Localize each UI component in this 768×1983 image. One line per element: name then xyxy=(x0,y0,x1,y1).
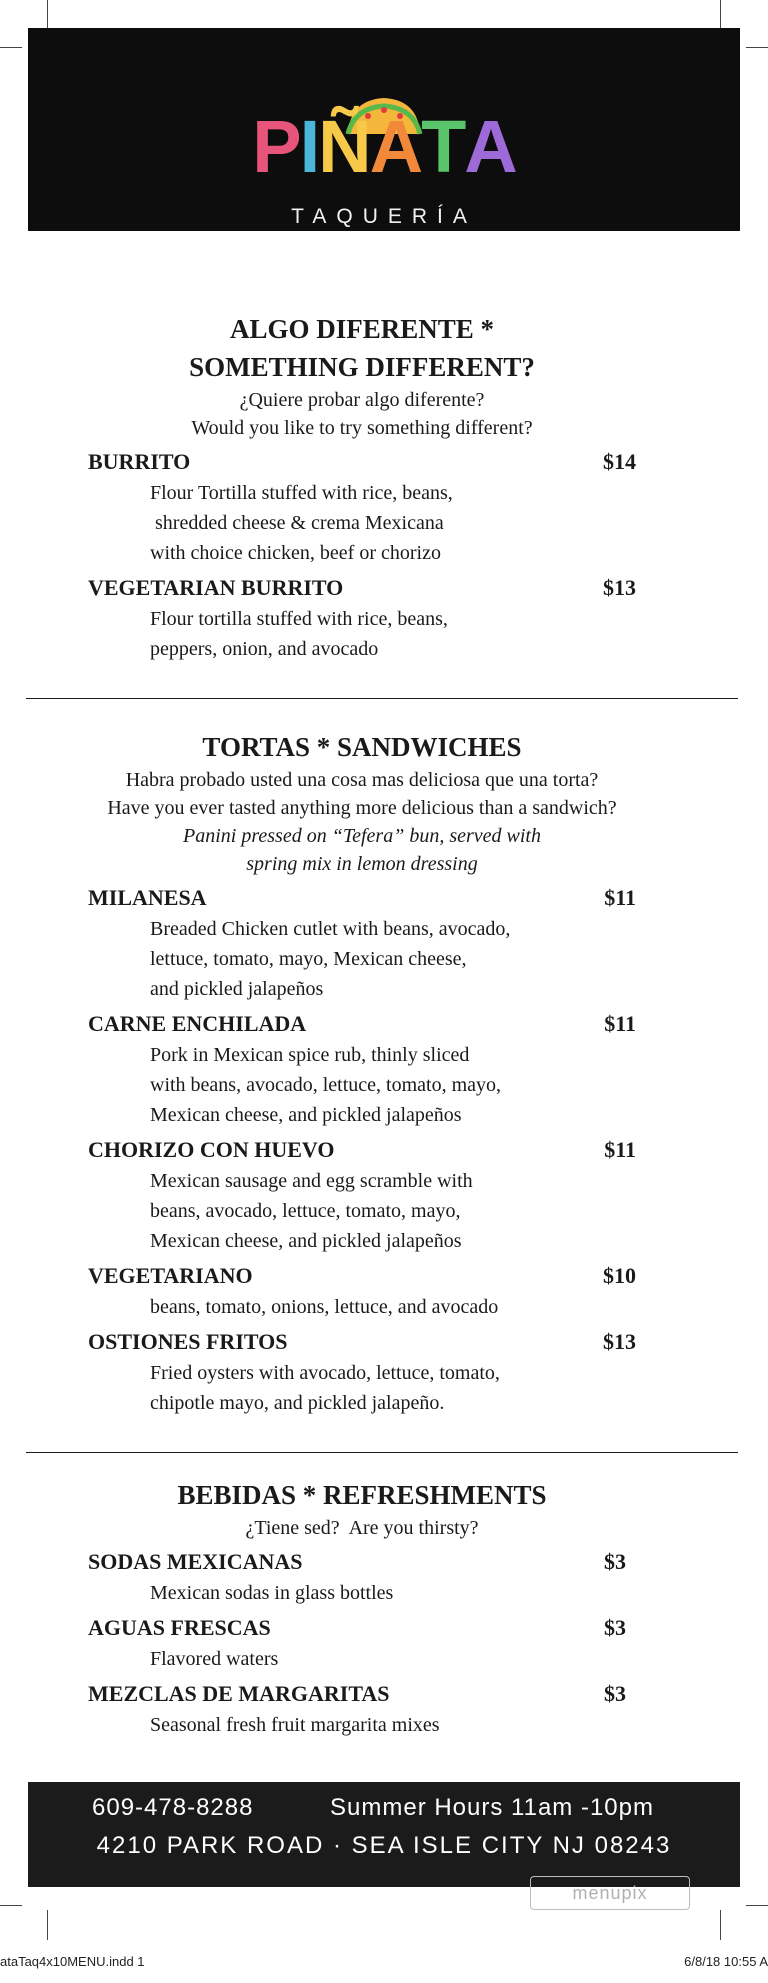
item-name: CHORIZO CON HUEVO xyxy=(88,1137,335,1162)
item-description xyxy=(88,1358,636,1418)
crop-mark xyxy=(0,47,22,48)
menu-item xyxy=(88,446,636,568)
item-description xyxy=(88,478,636,568)
menu-item xyxy=(88,882,636,1004)
item-description-line: Seasonal fresh fruit margarita mixes xyxy=(150,1714,440,1736)
item-name: VEGETARIANO xyxy=(88,1263,253,1288)
item-description-line: Flavored waters xyxy=(150,1648,279,1670)
item-description-line: Mexican cheese, and pickled jalapeños xyxy=(150,1230,462,1252)
item-description xyxy=(88,914,636,1004)
menupix-watermark: menupix xyxy=(530,1876,690,1910)
menu-item xyxy=(88,1008,636,1130)
print-filename: ataTaq4x10MENU.indd 1 xyxy=(0,1954,145,1969)
section-subtitle: Have you ever tasted anything more delicious than a sandwich? xyxy=(107,797,617,819)
item-description-line: Pork in Mexican spice rub, thinly sliced xyxy=(150,1044,470,1066)
logo-letter: T xyxy=(421,105,465,188)
item-description-line: Flour tortilla stuffed with rice, beans, xyxy=(150,608,448,630)
logo-letter: A xyxy=(369,105,422,188)
item-description-line: with choice chicken, beef or chorizo xyxy=(150,542,441,564)
menu-item xyxy=(88,572,636,664)
crop-mark xyxy=(720,0,721,28)
item-description-line: peppers, onion, and avocado xyxy=(150,638,379,660)
item-name: VEGETARIAN BURRITO xyxy=(88,575,344,600)
section-tortas xyxy=(88,728,636,1418)
logo-letter: Ñ xyxy=(318,105,370,188)
crop-mark xyxy=(47,0,48,28)
item-description xyxy=(88,1578,636,1608)
item-description xyxy=(88,1040,636,1130)
logo-wordmark xyxy=(28,105,740,188)
item-description-line: with beans, avocado, lettuce, tomato, mayo, xyxy=(150,1074,502,1096)
item-description xyxy=(88,1292,636,1322)
address: 4210 PARK ROAD · SEA ISLE CITY NJ 08243 xyxy=(96,1832,672,1859)
section-note: spring mix in lemon dressing xyxy=(246,853,478,875)
section-subtitle: ¿Tiene sed? Are you thirsty? xyxy=(245,1517,479,1539)
item-description xyxy=(88,604,636,664)
item-name: MILANESA xyxy=(88,885,207,910)
section-subtitle: Would you like to try something different? xyxy=(191,417,533,439)
section-divider xyxy=(26,698,738,699)
menu-item xyxy=(88,1612,636,1674)
item-description xyxy=(88,1710,636,1740)
section-subtitle: ¿Quiere probar algo diferente? xyxy=(239,389,485,411)
item-description-line: Mexican sausage and egg scramble with xyxy=(150,1170,473,1192)
item-description-line: beans, avocado, lettuce, tomato, mayo, xyxy=(150,1200,461,1222)
section-subtitle: Habra probado usted una cosa mas deliciosa que una torta? xyxy=(125,769,599,791)
item-description-line: and pickled jalapeños xyxy=(150,978,324,1000)
item-name: SODAS MEXICANAS xyxy=(88,1549,303,1574)
item-description-line: lettuce, tomato, mayo, Mexican cheese, xyxy=(150,948,467,970)
print-timestamp: 6/8/18 10:55 A xyxy=(684,1954,768,1969)
footer-banner xyxy=(28,1782,740,1887)
item-name: MEZCLAS DE MARGARITAS xyxy=(88,1681,390,1706)
header-banner xyxy=(28,28,740,231)
item-price: $3 xyxy=(604,1549,626,1574)
item-name: OSTIONES FRITOS xyxy=(88,1329,288,1354)
logo-letter: A xyxy=(464,105,516,188)
menu-item xyxy=(88,1260,636,1322)
menu-item xyxy=(88,1134,636,1256)
item-name: AGUAS FRESCAS xyxy=(88,1615,271,1640)
phone-number: 609-478-8288 xyxy=(92,1794,254,1821)
item-name: CARNE ENCHILADA xyxy=(88,1011,307,1036)
item-description-line: Breaded Chicken cutlet with beans, avocado, xyxy=(150,918,511,940)
logo-letter: P xyxy=(252,105,300,188)
logo-subtitle: TAQUERÍA xyxy=(291,205,477,228)
crop-mark xyxy=(720,1910,721,1940)
item-description xyxy=(88,1166,636,1256)
crop-mark xyxy=(47,1910,48,1940)
item-price: $3 xyxy=(604,1681,626,1706)
item-description-line: Mexican cheese, and pickled jalapeños xyxy=(150,1104,462,1126)
item-description xyxy=(88,1644,636,1674)
logo xyxy=(28,28,740,231)
item-price: $13 xyxy=(603,1329,636,1354)
menu-item xyxy=(88,1546,636,1608)
item-price: $14 xyxy=(603,449,636,474)
item-description-line: Mexican sodas in glass bottles xyxy=(150,1582,394,1604)
menu-item xyxy=(88,1326,636,1418)
item-price: $10 xyxy=(603,1263,636,1288)
summer-hours: Summer Hours 11am -10pm xyxy=(330,1794,654,1821)
section-title: SOMETHING DIFFERENT? xyxy=(189,352,535,382)
crop-mark xyxy=(0,1905,22,1906)
item-description-line: shredded cheese & crema Mexicana xyxy=(155,512,444,534)
item-description-line: beans, tomato, onions, lettuce, and avocado xyxy=(150,1296,499,1318)
section-title: TORTAS * SANDWICHES xyxy=(202,732,522,762)
item-name: BURRITO xyxy=(88,449,191,474)
item-price: $3 xyxy=(604,1615,626,1640)
logo-letter: I xyxy=(299,105,319,188)
item-price: $11 xyxy=(604,1011,636,1036)
section-title: BEBIDAS * REFRESHMENTS xyxy=(177,1480,547,1510)
item-description-line: Fried oysters with avocado, lettuce, tomato, xyxy=(150,1362,500,1384)
item-price: $13 xyxy=(603,575,636,600)
section-note: Panini pressed on “Tefera” bun, served with xyxy=(183,825,541,847)
crop-mark xyxy=(746,1905,768,1906)
item-price: $11 xyxy=(604,1137,636,1162)
section-algo-diferente xyxy=(88,310,636,664)
menu-item xyxy=(88,1678,636,1740)
crop-mark xyxy=(746,47,768,48)
item-description-line: Flour Tortilla stuffed with rice, beans, xyxy=(150,482,453,504)
item-description-line: chipotle mayo, and pickled jalapeño. xyxy=(150,1392,445,1414)
section-bebidas xyxy=(88,1476,636,1740)
item-price: $11 xyxy=(604,885,636,910)
section-title: ALGO DIFERENTE * xyxy=(229,314,495,344)
section-divider xyxy=(26,1452,738,1453)
